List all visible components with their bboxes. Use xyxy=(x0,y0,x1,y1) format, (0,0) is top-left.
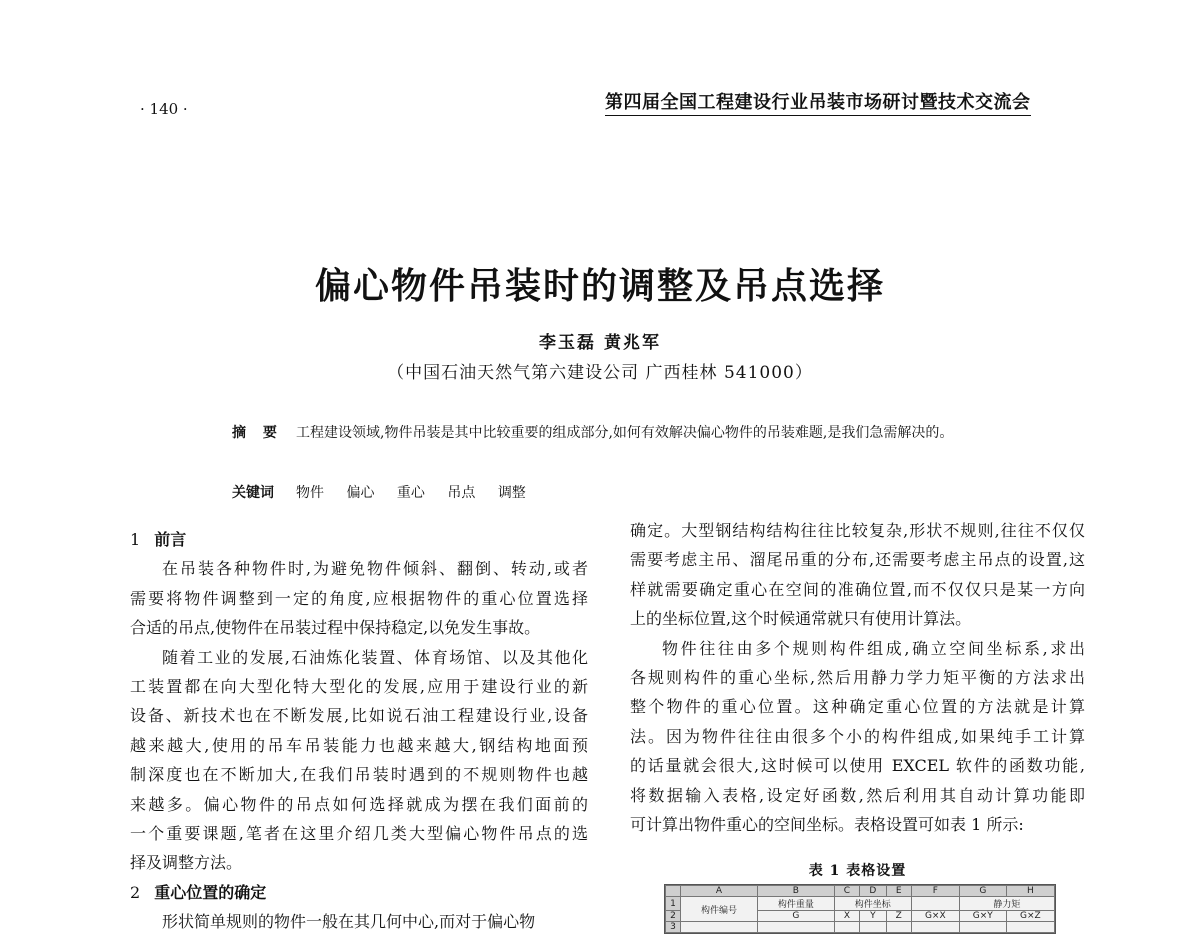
right-column xyxy=(630,516,1085,839)
table-cell: 静力矩 xyxy=(959,897,1054,911)
column-letter-row xyxy=(666,886,1055,897)
body-line: 法。因为物件往往由很多个小的构件组成,如果纯手工计算 xyxy=(630,726,1085,746)
section-number: 1 xyxy=(130,530,141,549)
table-cell: G×X xyxy=(911,911,959,922)
keyword: 物件 xyxy=(296,485,324,501)
body-line: 需要将物件调整到一定的角度,应根据物件的重心位置选择 xyxy=(130,588,588,608)
table-cell: 构件重量 xyxy=(757,897,834,911)
table-row xyxy=(666,897,1055,911)
article-title: 偏心物件吊装时的调整及吊点选择 xyxy=(314,265,885,307)
table-cell xyxy=(1006,922,1054,933)
table-cell xyxy=(911,922,959,933)
column-letter: H xyxy=(1006,886,1054,897)
left-column xyxy=(130,525,588,937)
keyword: 吊点 xyxy=(447,485,476,501)
abstract-label: 摘 要 xyxy=(232,425,283,441)
table-row xyxy=(666,922,1055,933)
body-line: 越来越大,使用的吊车吊装能力也越来越大,钢结构地面预 xyxy=(130,735,588,755)
body-line: 择及调整方法。 xyxy=(130,853,243,873)
body-line: 将数据输入表格,设定好函数,然后利用其自动计算功能即 xyxy=(630,785,1085,805)
column-letter: D xyxy=(860,886,887,897)
keywords-label: 关键词 xyxy=(232,485,274,501)
column-letter: C xyxy=(834,886,859,897)
section-title: 重心位置的确定 xyxy=(154,882,267,902)
section-title: 前言 xyxy=(154,530,187,549)
table-caption: 表 1 表格设置 xyxy=(808,863,907,879)
corner-cell xyxy=(666,886,681,897)
body-line: 需要考虑主吊、溜尾吊重的分布,还需要考虑主吊点的设置,这 xyxy=(630,550,1085,570)
body-line: 工装置都在向大型化特大型化的发展,应用于建设行业的新 xyxy=(130,677,588,697)
body-line: 上的坐标位置,这个时候通常就只有使用计算法。 xyxy=(630,609,972,629)
running-title: 第四届全国工程建设行业吊装市场研讨暨技术交流会 xyxy=(605,88,1031,116)
affiliation: （中国石油天然气第六建设公司 广西桂林 541000） xyxy=(387,363,813,383)
row-number: 2 xyxy=(666,911,681,922)
keyword: 重心 xyxy=(396,485,425,501)
body-line: 设备、新技术也在不断发展,比如说石油工程建设行业,设备 xyxy=(130,706,588,726)
body-line: 的话量就会很大,这时候可以使用 EXCEL 软件的函数功能, xyxy=(630,756,1085,776)
body-line: 确定。大型钢结构结构往往比较复杂,形状不规则,往往不仅仅 xyxy=(630,521,1085,540)
spreadsheet-table xyxy=(665,885,1055,933)
body-line: 一个重要课题,笔者在这里介绍几类大型偏心物件吊点的选 xyxy=(130,824,588,844)
page-number: · 140 · xyxy=(140,100,188,118)
section-number: 2 xyxy=(130,882,141,902)
column-letter: G xyxy=(959,886,1006,897)
table-cell xyxy=(860,922,887,933)
table-cell: G xyxy=(757,911,834,922)
body-line: 随着工业的发展,石油炼化装置、体育场馆、以及其他化 xyxy=(162,647,588,667)
column-letter: A xyxy=(681,886,758,897)
body-line: 整个物件的重心位置。这种确定重心位置的方法就是计算 xyxy=(630,697,1085,717)
body-line: 制深度也在不断加大,在我们吊装时遇到的不规则物件也越 xyxy=(130,765,588,785)
column-letter: B xyxy=(757,886,834,897)
table-cell: 构件编号 xyxy=(681,897,758,922)
table-cell: Y xyxy=(860,911,887,922)
body-line: 样就需要确定重心在空间的准确位置,而不仅仅只是某一方向 xyxy=(630,579,1085,599)
section-heading-2 xyxy=(130,878,588,907)
table-cell xyxy=(681,922,758,933)
table-1-spreadsheet xyxy=(664,884,1056,934)
keyword: 调整 xyxy=(497,485,526,501)
table-cell xyxy=(959,922,1006,933)
column-letter: E xyxy=(886,886,911,897)
table-cell: X xyxy=(834,911,859,922)
section-heading-1 xyxy=(130,525,588,554)
table-cell: G×Z xyxy=(1006,911,1054,922)
column-letter: F xyxy=(911,886,959,897)
body-line: 各规则构件的重心坐标,然后用静力学力矩平衡的方法求出 xyxy=(630,668,1085,688)
table-cell xyxy=(911,897,959,911)
body-line: 在吊装各种物件时,为避免物件倾斜、翻倒、转动,或者 xyxy=(162,559,588,579)
body-line: 形状简单规则的物件一般在其几何中心,而对于偏心物 xyxy=(162,912,536,932)
authors: 李玉磊 黄兆军 xyxy=(539,333,661,353)
row-number: 1 xyxy=(666,897,681,911)
keyword: 偏心 xyxy=(346,485,375,501)
table-cell xyxy=(886,922,911,933)
body-line: 来越多。偏心物件的吊点如何选择就成为摆在我们面前的 xyxy=(130,794,588,814)
abstract-text: 工程建设领域,物件吊装是其中比较重要的组成部分,如何有效解决偏心物件的吊装难题,是我们急需解决的。 xyxy=(296,425,954,441)
body-line: 合适的吊点,使物件在吊装过程中保持稳定,以免发生事故。 xyxy=(130,618,541,638)
table-cell: G×Y xyxy=(959,911,1006,922)
table-cell: Z xyxy=(886,911,911,922)
keywords xyxy=(296,482,544,502)
body-line: 物件往往由多个规则构件组成,确立空间坐标系,求出 xyxy=(662,638,1085,658)
table-cell: 构件坐标 xyxy=(834,897,911,911)
row-number: 3 xyxy=(666,922,681,933)
table-cell xyxy=(834,922,859,933)
table-cell xyxy=(757,922,834,933)
body-line: 可计算出物件重心的空间坐标。表格设置可如表 1 所示: xyxy=(630,815,1024,835)
